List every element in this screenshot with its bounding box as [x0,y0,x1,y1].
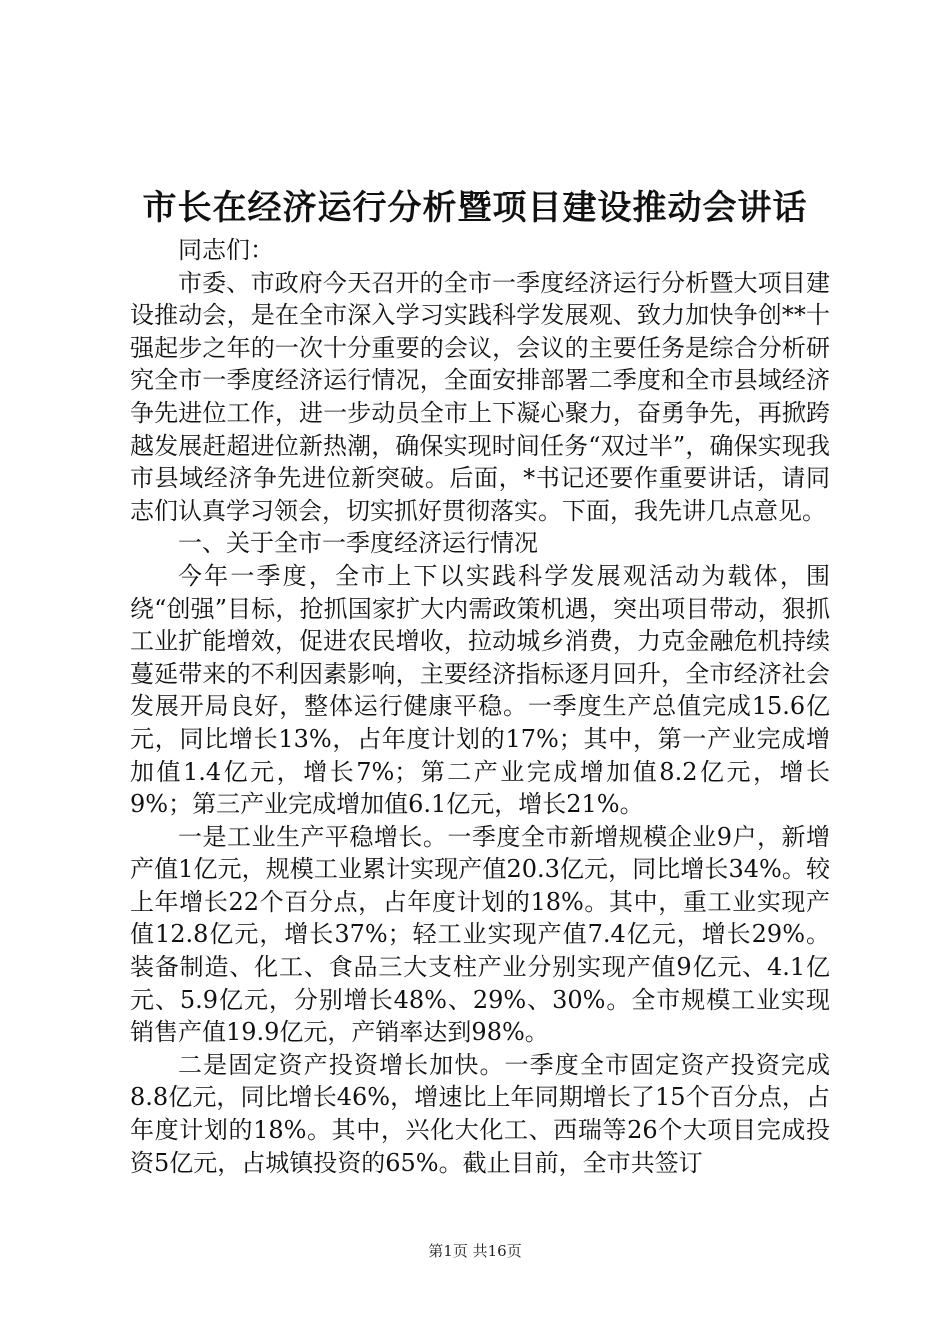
intro-paragraph: 市委、市政府今天召开的全市一季度经济运行分析暨大项目建设推动会，是在全市深入学习实践科学发展观、致力加快争创**十强起步之年的一次十分重要的会议，会议的主要任务是综合分析研究全市一季度经济运行情况，全面安排部署二季度和全市县域经济争先进位工作，进一步动员全市上下凝心聚力，奋勇争先，再掀跨越发展赶超进位新热潮，确保实现时间任务“双过半”，确保实现我市县域经济争先进位新突破。后面，*书记还要作重要讲话，请同志们认真学习领会，切实抓好贯彻落实。下面，我先讲几点意见。 [130,268,830,525]
page-footer: 第1页 共16页 [428,1242,522,1260]
industry-paragraph: 一是工业生产平稳增长。一季度全市新增规模企业9户，新增产值1亿元，规模工业累计实现产值20.3亿元，同比增长34%。较上年增长22个百分点，占年度计划的18%。其中，重工业实现产值12.8亿元，增长37%；轻工业实现产值7.4亿元，增长29%。装备制造、化工、食品三大支柱产业分别实现产值9亿元、4.1亿元、5.9亿元，分别增长48%、29%、30%。全市规模工业实现销售产值19.9亿元，产销率达到98%。 [130,822,830,1047]
document-title: 市长在经济运行分析暨项目建设推动会讲话 [142,188,808,228]
quarter-summary-paragraph: 今年一季度，全市上下以实践科学发展观活动为载体，围绕“创强”目标，抢抓国家扩大内需政策机遇，突出项目带动，狠抓工业扩能增效，促进农民增收，拉动城乡消费，力克金融危机持续蔓延带来的不利因素影响，主要经济指标逐月回升，全市经济社会发展开局良好，整体运行健康平稳。一季度生产总值完成15.6亿元，同比增长13%，占年度计划的17%；其中，第一产业完成增加值1.4亿元，增长7%；第二产业完成增加值8.2亿元，增长9%；第三产业完成增加值6.1亿元，增长21%。 [130,561,830,819]
section-heading: 一、关于全市一季度经济运行情况 [178,529,538,558]
investment-paragraph: 二是固定资产投资增长加快。一季度全市固定资产投资完成8.8亿元，同比增长46%，增速比上年同期增长了15个百分点，占年度计划的18%。其中，兴化大化工、西瑞等26个大项目完成投资5亿元，占城镇投资的65%。截止目前，全市共签订 [130,1050,830,1177]
salutation-paragraph: 同志们： [178,236,274,264]
document-body [130,234,830,1179]
